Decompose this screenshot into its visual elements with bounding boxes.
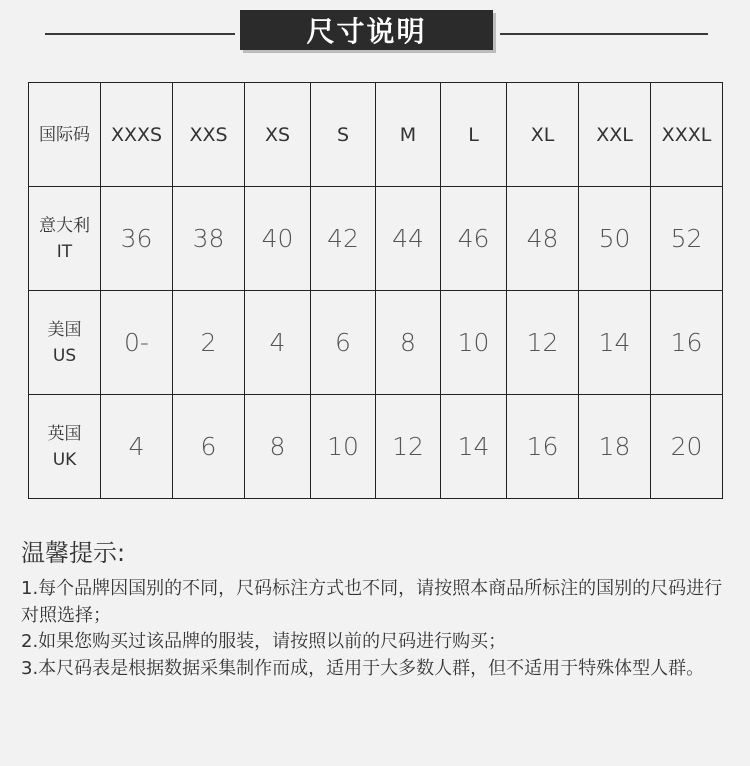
size-value-cell: 36 — [101, 187, 173, 291]
size-value-cell: 52 — [651, 187, 723, 291]
size-header-cell: XL — [507, 83, 579, 187]
size-value-cell: 6 — [311, 291, 376, 395]
size-value-cell: 16 — [651, 291, 723, 395]
right-divider-line — [500, 33, 708, 35]
row-label-code: IT — [56, 241, 73, 262]
size-header-cell: M — [376, 83, 441, 187]
size-value-cell: 44 — [376, 187, 441, 291]
table-row-uk — [29, 395, 723, 499]
size-header-cell: XS — [245, 83, 311, 187]
size-value-cell: 4 — [245, 291, 311, 395]
row-label-italy — [29, 187, 101, 291]
size-header-cell: S — [311, 83, 376, 187]
row-label-uk — [29, 395, 101, 499]
size-value-cell: 0- — [101, 291, 173, 395]
tip-item: 1.每个品牌因国别的不同，尺码标注方式也不同，请按照本商品所标注的国别的尺码进行对照选择； — [21, 578, 723, 626]
size-value-cell: 10 — [441, 291, 507, 395]
row-label-international: 国际码 — [29, 83, 101, 187]
size-value-cell: 16 — [507, 395, 579, 499]
size-header-cell: XXS — [173, 83, 245, 187]
size-value-cell: 46 — [441, 187, 507, 291]
size-value-cell: 40 — [245, 187, 311, 291]
size-value-cell: 14 — [441, 395, 507, 499]
size-value-cell: 50 — [579, 187, 651, 291]
tip-item: 3.本尺码表是根据数据采集制作而成，适用于大多数人群，但不适用于特殊体型人群。 — [21, 657, 705, 679]
size-value-cell: 18 — [579, 395, 651, 499]
row-label-line: 英国 — [47, 423, 82, 444]
tips-list — [21, 576, 736, 682]
header — [0, 0, 750, 60]
size-value-cell: 8 — [245, 395, 311, 499]
table-row-international — [29, 83, 723, 187]
row-label-line: 美国 — [47, 319, 82, 340]
size-value-cell: 12 — [507, 291, 579, 395]
size-value-cell: 14 — [579, 291, 651, 395]
size-value-cell: 48 — [507, 187, 579, 291]
size-value-cell: 6 — [173, 395, 245, 499]
tip-item: 2.如果您购买过该品牌的服装，请按照以前的尺码进行购买； — [21, 631, 507, 652]
size-header-cell: XXXL — [651, 83, 723, 187]
row-label-code: UK — [52, 449, 77, 470]
size-value-cell: 12 — [376, 395, 441, 499]
size-value-cell: 10 — [311, 395, 376, 499]
size-value-cell: 8 — [376, 291, 441, 395]
size-chart-table — [28, 82, 723, 499]
size-value-cell: 38 — [173, 187, 245, 291]
left-divider-line — [45, 33, 235, 35]
size-value-cell: 2 — [173, 291, 245, 395]
table-row-italy — [29, 187, 723, 291]
size-header-cell: L — [441, 83, 507, 187]
size-value-cell: 42 — [311, 187, 376, 291]
page-title: 尺寸说明 — [240, 10, 493, 50]
row-label-code: US — [52, 345, 77, 366]
size-value-cell: 4 — [101, 395, 173, 499]
tips-title: 温馨提示: — [21, 539, 126, 567]
size-header-cell: XXXS — [101, 83, 173, 187]
size-value-cell: 20 — [651, 395, 723, 499]
size-header-cell: XXL — [579, 83, 651, 187]
table-row-us — [29, 291, 723, 395]
row-label-line: 意大利 — [39, 215, 90, 236]
row-label-us — [29, 291, 101, 395]
